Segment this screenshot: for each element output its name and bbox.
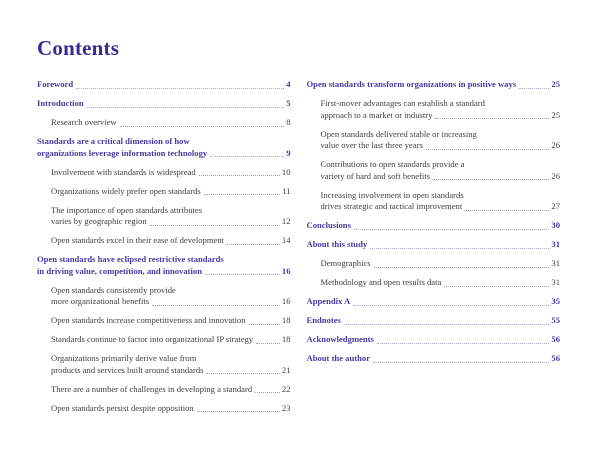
toc-entry-label: variety of hard and soft benefits — [320, 170, 431, 181]
toc-entry[interactable] — [37, 79, 291, 91]
toc-entry[interactable] — [37, 353, 291, 376]
page-number: 8 — [286, 117, 291, 127]
toc-entry-label: organizations leverage information technology — [37, 147, 208, 158]
page-number: 5 — [286, 98, 291, 108]
toc-entry-label: Open standards excel in their ease of development — [51, 235, 225, 245]
dot-leader — [374, 266, 550, 268]
toc-entry[interactable] — [37, 403, 291, 415]
dot-leader — [256, 342, 280, 344]
toc-entry-label: Methodology and open results data — [320, 277, 442, 287]
dot-leader — [353, 304, 549, 306]
page-number: 9 — [286, 147, 291, 158]
toc-entry[interactable] — [307, 239, 561, 251]
toc-entry-label: Open standards delivered stable or increasing — [320, 128, 477, 139]
toc-entry[interactable] — [307, 277, 561, 289]
toc-entry-label: drives strategic and tactical improvement — [320, 201, 463, 211]
page-number: 55 — [551, 315, 560, 325]
page-number: 25 — [551, 109, 560, 120]
toc-entry-label: Standards continue to factor into organizational IP strategy — [51, 334, 254, 344]
dot-leader — [255, 391, 280, 393]
page-title: Contents — [37, 36, 120, 60]
toc-entry-label: value over the last three years — [320, 140, 423, 150]
page-number: 31 — [551, 258, 560, 268]
toc-entry-label: Endnotes — [306, 315, 341, 325]
dot-leader — [199, 174, 280, 176]
toc-entry-label: About the author — [306, 353, 371, 363]
dot-leader — [207, 372, 280, 374]
toc — [37, 79, 560, 422]
dot-leader — [205, 273, 280, 275]
toc-entry[interactable] — [307, 79, 561, 91]
toc-entry[interactable] — [307, 353, 561, 365]
toc-entry[interactable] — [37, 315, 291, 327]
dot-leader — [120, 125, 285, 127]
dot-leader — [354, 228, 549, 230]
dot-leader — [197, 410, 280, 412]
dot-leader — [344, 323, 550, 325]
page-number: 16 — [281, 265, 291, 276]
toc-entry[interactable] — [307, 258, 561, 270]
toc-entry-label: Research overview — [51, 117, 117, 127]
toc-entry-label: Open standards persist despite opposition — [51, 402, 194, 413]
dot-leader — [465, 209, 549, 211]
dot-leader — [435, 117, 549, 119]
page-number: 4 — [286, 79, 291, 89]
toc-entry[interactable] — [37, 136, 291, 159]
dot-leader — [426, 148, 550, 150]
toc-entry[interactable] — [37, 205, 291, 228]
toc-entry-label: more organizational benefits — [51, 296, 150, 306]
toc-entry[interactable] — [37, 384, 291, 396]
page-number: 26 — [551, 170, 560, 181]
toc-entry-label: Open standards consistently provide — [51, 284, 176, 295]
dot-leader — [204, 193, 281, 195]
toc-entry-label: Standards are a critical dimension of how — [37, 136, 190, 146]
toc-entry[interactable] — [37, 254, 291, 277]
page-number: 27 — [551, 201, 560, 211]
page-number: 22 — [281, 383, 291, 394]
page-number: 21 — [281, 364, 291, 375]
toc-entry[interactable] — [37, 285, 291, 308]
toc-entry-label: Contributions to open standards provide a — [320, 159, 465, 169]
dot-leader — [249, 323, 280, 325]
toc-column-right — [307, 79, 561, 422]
toc-entry-label: Conclusions — [306, 220, 351, 230]
toc-entry-label: The importance of open standards attributes — [51, 204, 203, 215]
page-number: 26 — [551, 140, 560, 150]
toc-entry-label: Increasing involvement in open standards — [320, 189, 464, 200]
page-number: 25 — [551, 79, 560, 89]
toc-entry-label: Introduction — [37, 98, 84, 108]
dot-leader — [210, 155, 284, 157]
toc-entry-label: Organizations primarily derive value from — [51, 353, 197, 363]
toc-entry[interactable] — [37, 235, 291, 247]
page-number: 31 — [551, 239, 560, 249]
toc-entry[interactable] — [307, 159, 561, 182]
toc-column-left — [37, 79, 291, 422]
page-number: 31 — [551, 277, 560, 287]
toc-entry-label: Open standards increase competitiveness and innovation — [51, 315, 246, 325]
toc-entry[interactable] — [37, 117, 291, 129]
toc-entry[interactable] — [307, 220, 561, 232]
page-number: 12 — [281, 216, 291, 226]
toc-entry-label: Open standards have eclipsed restrictive standards — [37, 254, 224, 264]
toc-entry-label: products and services built around standards — [51, 364, 204, 375]
toc-entry[interactable] — [307, 334, 561, 346]
dot-leader — [373, 361, 549, 363]
dot-leader — [519, 87, 549, 89]
dot-leader — [227, 243, 280, 245]
toc-entry-label: varies by geographic region — [51, 216, 147, 226]
toc-entry[interactable] — [307, 315, 561, 327]
dot-leader — [433, 178, 549, 180]
page-number: 18 — [281, 315, 291, 325]
page-number: 56 — [551, 353, 560, 363]
toc-entry[interactable] — [37, 186, 291, 198]
toc-entry[interactable] — [307, 129, 561, 152]
toc-entry-label: Acknowledgments — [306, 334, 374, 344]
toc-entry-label: About this study — [306, 239, 368, 249]
page-number: 56 — [551, 334, 560, 344]
page-number: 10 — [281, 166, 291, 177]
page-number: 35 — [551, 296, 560, 306]
toc-entry-label: Involvement with standards is widespread — [51, 166, 196, 177]
toc-entry-label: Demographics — [320, 258, 371, 268]
toc-entry[interactable] — [37, 334, 291, 346]
toc-entry[interactable] — [37, 98, 291, 110]
toc-entry-label: There are a number of challenges in developing a standard — [51, 383, 253, 394]
dot-leader — [76, 87, 284, 89]
page-number: 14 — [281, 235, 291, 245]
dot-leader — [152, 304, 280, 306]
page-number: 18 — [281, 334, 291, 344]
dot-leader — [150, 224, 280, 226]
toc-entry[interactable] — [307, 98, 561, 121]
dot-leader — [370, 247, 549, 249]
toc-entry-label: Foreword — [37, 79, 74, 89]
toc-entry[interactable] — [37, 167, 291, 179]
page-number: 30 — [551, 220, 560, 230]
dot-leader — [444, 285, 549, 287]
page-number: 23 — [281, 402, 291, 413]
toc-entry-label: Appendix A — [306, 296, 351, 306]
page-number: 16 — [281, 296, 291, 306]
dot-leader — [87, 106, 285, 108]
toc-entry[interactable] — [307, 296, 561, 308]
toc-entry-label: Open standards transform organizations in positive ways — [306, 79, 517, 89]
toc-entry-label: Organizations widely prefer open standards — [51, 185, 201, 196]
dot-leader — [377, 342, 550, 344]
toc-entry-label: in driving value, competition, and innovation — [37, 265, 202, 276]
page-number: 11 — [282, 185, 291, 196]
toc-entry-label: approach to a market or industry — [320, 109, 433, 120]
toc-entry[interactable] — [307, 190, 561, 213]
toc-entry-label: First-mover advantages can establish a standard — [320, 98, 485, 108]
